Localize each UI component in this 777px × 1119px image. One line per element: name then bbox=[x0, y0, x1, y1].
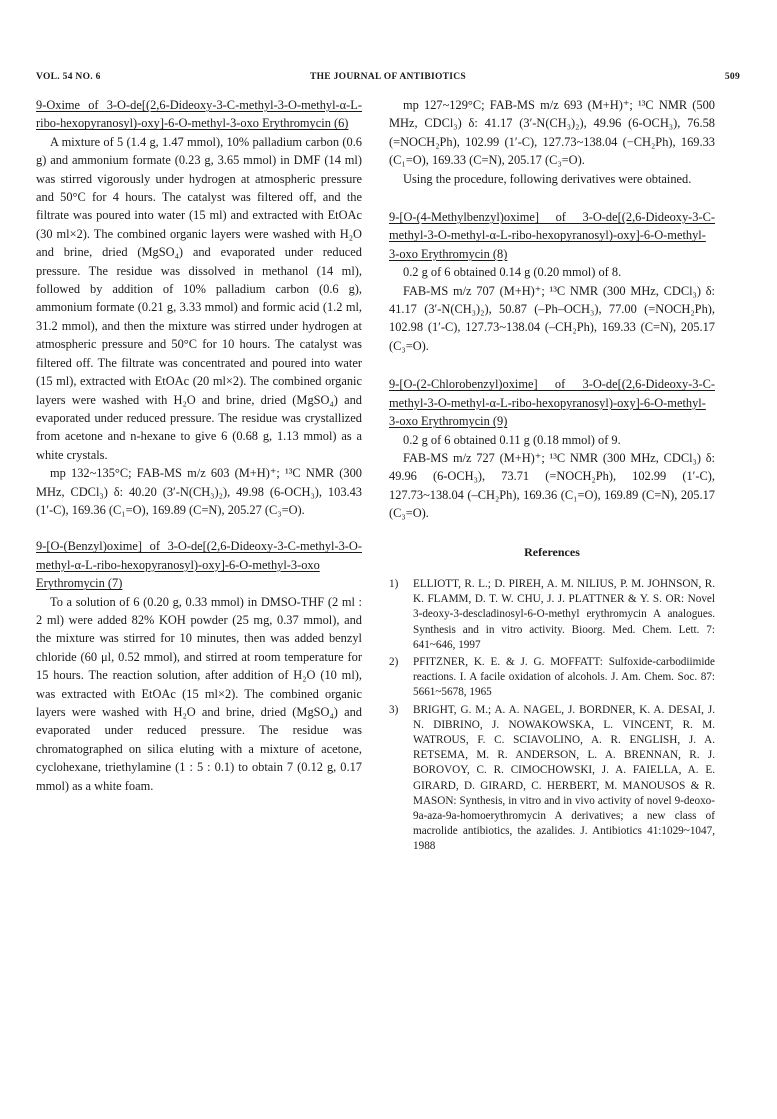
reference-text: PFITZNER, K. E. & J. G. MOFFATT: Sulfoxide-carbodiimide reactions. I. A facile oxidation of alcohols. J. Am. Chem. Soc. 87: 5661~5678, 1965 bbox=[413, 655, 715, 699]
section-heading-compound-8: 9-[O-(4-Methylbenzyl)oxime] of 3-O-de[(2,6-Dideoxy-3-C-methyl-3-O-methyl-α-L-ribo-hexopyranosyl)-oxy]-6-O-methyl-3-oxo Erythromycin (8) bbox=[389, 210, 715, 261]
references-list bbox=[389, 577, 715, 855]
page-number: 509 bbox=[724, 72, 740, 82]
paragraph-compound-9-data: FAB-MS m/z 727 (M+H)⁺; ¹³C NMR (300 MHz, CDCl₃) δ: 49.96 (6-OCH₃), 73.71 (=NOCH₂Ph), 102.99 (1′-C), 127.73~138.04 (–CH₂Ph), 169.36 (C₁=O), 169.89 (C=N), 205.17 (C₃=O). bbox=[389, 450, 715, 521]
paragraph-compound-8-yield: 0.2 g of 6 obtained 0.14 g (0.20 mmol) of 8. bbox=[403, 265, 622, 280]
reference-item bbox=[389, 655, 715, 701]
right-column bbox=[389, 96, 715, 857]
reference-number: 1) bbox=[389, 577, 399, 590]
section-heading-compound-7: 9-[O-(Benzyl)oxime] of 3-O-de[(2,6-Dideoxy-3-C-methyl-3-O-methyl-α-L-ribo-hexopyranosyl)-oxy]-6-O-methyl-3-oxo Erythromycin (7) bbox=[36, 539, 362, 591]
reference-number: 3) bbox=[389, 703, 399, 716]
paragraph-compound-6-procedure: A mixture of 5 (1.4 g, 1.47 mmol), 10% palladium carbon (0.6 g) and ammonium formate (0.23 g, 3.65 mmol) in DMF (14 ml) was stirred vigorously under hydrogen at atmospheric pressure and 50°C for 4 hours. The catalyst was filtered off, and the filtrate was poured into water (15 ml) and extracted with EtOAc (30 ml×2). The combined organic layers were washed with H₂O and brine, dried (MgSO₄) and evaporated under reduced pressure. The residue was dissolved in methanol (14 ml), followed by addition of 10% palladium carbon (0.6 g), ammonium formate (0.21 g, 3.33 mmol) and formic acid (1.2 ml, 31.2 mmol), and then the mixture was stirred under hydrogen at atmospheric pressure and 50°C for 10 hours. The catalyst was filtered off. The filtrate was concentrated and poured into water (15 ml), extracted with EtOAc (20 ml×2). The combined organic layers were washed with H₂O and brine, dried (MgSO₄) and evaporated under reduced pressure. The residue was crystallized from acetone and n-hexane to give 6 (0.68 g, 1.13 mmol) as a white crystals. bbox=[36, 134, 362, 462]
reference-item bbox=[389, 577, 715, 653]
paragraph-compound-8-data: FAB-MS m/z 707 (M+H)⁺; ¹³C NMR (300 MHz, CDCl₃) δ: 41.17 (3′-N(CH₃)₂), 50.87 (–Ph–OCH₃), 77.00 (=NOCH₂Ph), 102.98 (1′-C), 127.73~138.04 (–CH₂Ph), 169.33 (C=N), 205.17 (C₃=O). bbox=[389, 283, 715, 353]
paragraph-derivatives-note: Using the procedure, following derivatives were obtained. bbox=[403, 171, 692, 186]
left-column bbox=[36, 96, 362, 795]
references-title: References bbox=[524, 544, 580, 559]
paragraph-compound-7-procedure: To a solution of 6 (0.20 g, 0.33 mmol) in DMSO-THF (2 ml : 2 ml) were added 82% KOH powder (25 mg, 0.37 mmol), and the mixture was stirred for 10 minutes, then was added benzyl chloride (60 μl, 0.52 mmol), and stirred at room temperature for 15 hours. The reaction solution, after addition of H₂O (10 ml), was extracted with EtOAc (15 ml×2). The combined organic layers were washed with H₂O and brine, dried (MgSO₄) and evaporated under reduced pressure. The residue was chromatographed on silica eluting with a mixture of acetone, cyclohexane, triethylamine (1 : 5 : 0.1) to obtain 7 (0.12 g, 0.17 mmol) as a white foam. bbox=[36, 594, 362, 793]
running-header bbox=[36, 72, 740, 86]
reference-number: 2) bbox=[389, 655, 399, 668]
volume-label: VOL. 54 NO. 6 bbox=[36, 72, 101, 82]
paragraph-compound-7-data: mp 127~129°C; FAB-MS m/z 693 (M+H)⁺; ¹³C NMR (500 MHz, CDCl₃) δ: 41.17 (3′-N(CH₃)₂), 49.96 (6-OCH₃), 76.58 (=NOCH₂Ph), 102.99 (1′-C), 127.73~138.04 (−CH₂Ph), 169.33 (C₁=O), 169.33 (C=N), 205.17 (C₃=O). bbox=[389, 98, 715, 168]
reference-item bbox=[389, 703, 715, 855]
reference-text: BRIGHT, G. M.; A. A. NAGEL, J. BORDNER, K. A. DESAI, J. N. DIBRINO, J. NOWAKOWSKA, L. VINCENT, R. M. WATROUS, F. C. SCIAVOLINO, A. R. ENGLISH, J. A. RETSEMA, M. R. ANDERSON, L. A. BRENNAN, R. J. BOROVOY, C. R. CIMOCHOWSKI, J. A. FAIELLA, A. E. GIRARD, D. GIRARD, C. HERBERT, M. MANOUSOS & R. MASON: Synthesis, in vitro and in vivo activity of novel 9-deoxo-9a-aza-9a-homoerythromycin A derivatives; a new class of macrolide antibiotics, the azalides. J. Antibiotics 41:1029~1047, 1988 bbox=[413, 703, 715, 853]
section-heading-compound-9: 9-[O-(2-Chlorobenzyl)oxime] of 3-O-de[(2,6-Dideoxy-3-C-methyl-3-O-methyl-α-L-ribo-hexopyranosyl)-oxy]-6-O-methyl-3-oxo Erythromycin (9) bbox=[389, 377, 715, 429]
paragraph-compound-6-data: mp 132~135°C; FAB-MS m/z 603 (M+H)⁺; ¹³C NMR (300 MHz, CDCl₃) δ: 40.20 (3′-N(CH₃)₂), 49.98 (6-OCH₃), 103.43 (1′-C), 169.36 (C₁=O), 169.89 (C=N), 205.27 (C₃=O). bbox=[36, 466, 362, 517]
section-heading-compound-6: 9-Oxime of 3-O-de[(2,6-Dideoxy-3-C-methyl-3-O-methyl-α-L-ribo-hexopyranosyl)-oxy]-6-O-methyl-3-oxo Erythromycin (6) bbox=[36, 98, 362, 131]
journal-title: THE JOURNAL OF ANTIBIOTICS bbox=[309, 72, 467, 82]
reference-text: ELLIOTT, R. L.; D. PIREH, A. M. NILIUS, P. M. JOHNSON, R. K. FLAMM, D. T. W. CHU, J. J. PLATTNER & Y. S. OR: Novel 3-deoxy-3-descladinosyl-6-O-methyl erythromycin A analogues. Synthesis and in vitro activity. Bioorg. Med. Chem. Lett. 7: 641~646, 1997 bbox=[413, 577, 715, 651]
paragraph-compound-9-yield: 0.2 g of 6 obtained 0.11 g (0.18 mmol) of 9. bbox=[403, 432, 621, 447]
